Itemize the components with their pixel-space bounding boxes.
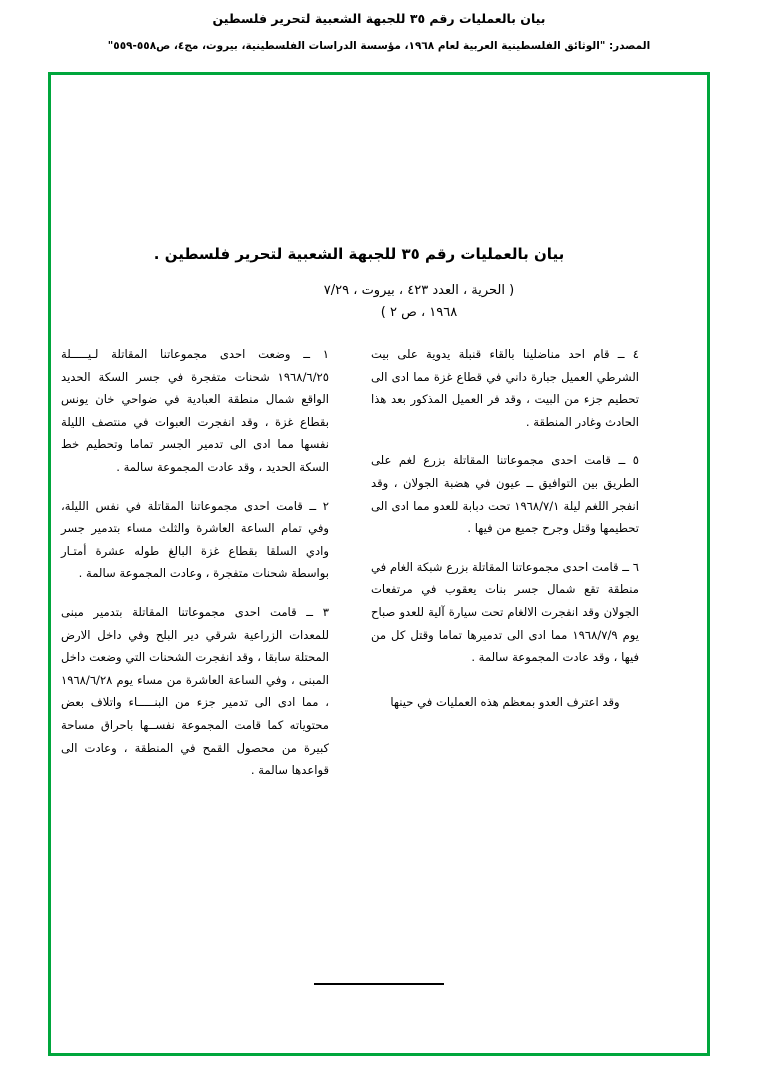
paragraph-item-1: ١ ــ وضعت احدى مجموعاتنا المقاتلة لـيـــــلة ١٩٦٨/٦/٢٥ شحنات متفجرة في جسر السكة الحديد الواقع شمال منطقة العبادية في ضواحي خان يونس بقطاع غزة ، وقد انفجرت العبوات في منتصف الليلة نفسها مما ادى الى تدمير الجسر تماما وتحطيم خط السكة الحديد ، وقد عادت المجموعة سالمة .: [61, 347, 329, 474]
page-title: بيان بالعمليات رقم ٣٥ للجبهة الشعبية لتحرير فلسطين: [212, 11, 546, 26]
green-border-frame: [48, 72, 710, 1056]
publication-citation: [91, 280, 667, 326]
paragraph-item-5: ٥ ــ قامت احدى مجموعاتنا المقاتلة بزرع لغم على الطريق بين التوافيق ــ عيون في هضبة الجولان ، وقد انفجر اللغم ليلة ١٩٦٨/٧/١ تحت دبابة للعدو مما ادى الى تحطيمها وقتل وجرح جميع من فيها .: [371, 453, 639, 536]
document-body: [61, 243, 667, 1043]
document-header: [0, 0, 758, 53]
paragraph-item-3: ٣ ــ قامت احدى مجموعاتنا المقاتلة بتدمير مبنى للمعدات الزراعية شرقي دير البلح وفي داخل الارض المحتلة سابقا ، وقد انفجرت الشحنات التي وضعت داخل المبنى ، وفي الساعة العاشرة من مساء يوم ١٩٦٨/٦/٢٨ ، مما ادى الى تدمير جزء من البنـــــاء واتلاف بعض محتوياته كما قامت المجموعة نفســها باحراق مساحة كبيرة من محصول القمح في المنطقة ، وعادت الى قواعدها سالمة .: [61, 604, 329, 778]
horizontal-divider: [314, 983, 444, 985]
source-citation: المصدر: "الوثائق الفلسطينية العربية لعام ١٩٦٨، مؤسسة الدراسات الفلسطينية، بيروت، مج٤، ص٥٥٨-٥٥٩": [107, 39, 651, 52]
column-right: [61, 343, 329, 798]
paragraph-item-6: ٦ ــ قامت احدى مجموعاتنا المقاتلة بزرع شبكة الغام في منطقة تقع شمال جسر بنات يعقوب في مرتفعات الجولان وقد انفجرت الالغام تحت سيارة آلية للعدو صباح يوم ١٩٦٨/٧/٩ مما ادى الى تدميرها تماما وقتل كل من فيها ، وقد عادت المجموعة سالمة .: [371, 559, 639, 665]
section-divider-wrap: [91, 983, 667, 985]
closing-note: وقد اعترف العدو بمعظم هذه العمليات في حينها: [390, 694, 620, 709]
column-left: [371, 343, 639, 798]
citation-line-2: ١٩٦٨ ، ص ٢ ): [380, 305, 458, 321]
paragraph-item-4: ٤ ــ قام احد مناضلينا بالقاء قنبلة يدوية على بيت الشرطي العميل جبارة داني في قطاع غزة مما ادى الى تحطيم جزء من البيت ، وقد فر العميل المذكور بعد هذا الحادث وغادر المنطقة .: [371, 347, 639, 429]
paragraph-item-2: ٢ ــ قامت احدى مجموعاتنا المقاتلة في نفس الليلة، وفي تمام الساعة العاشرة والثلث مساء بتدمير جسر وادي السلقا بقطاع غزة البالغ طوله عشرة أمتـار بواسطة شحنات متفجرة ، وعادت المجموعة سالمة .: [61, 498, 329, 581]
text-columns: [61, 343, 667, 798]
citation-line-1: ( الحرية ، العدد ٤٢٣ ، بيروت ، ٧/٢٩: [323, 282, 515, 298]
document-heading: بيان بالعمليات رقم ٣٥ للجبهة الشعبية لتحرير فلسطين .: [153, 245, 565, 263]
